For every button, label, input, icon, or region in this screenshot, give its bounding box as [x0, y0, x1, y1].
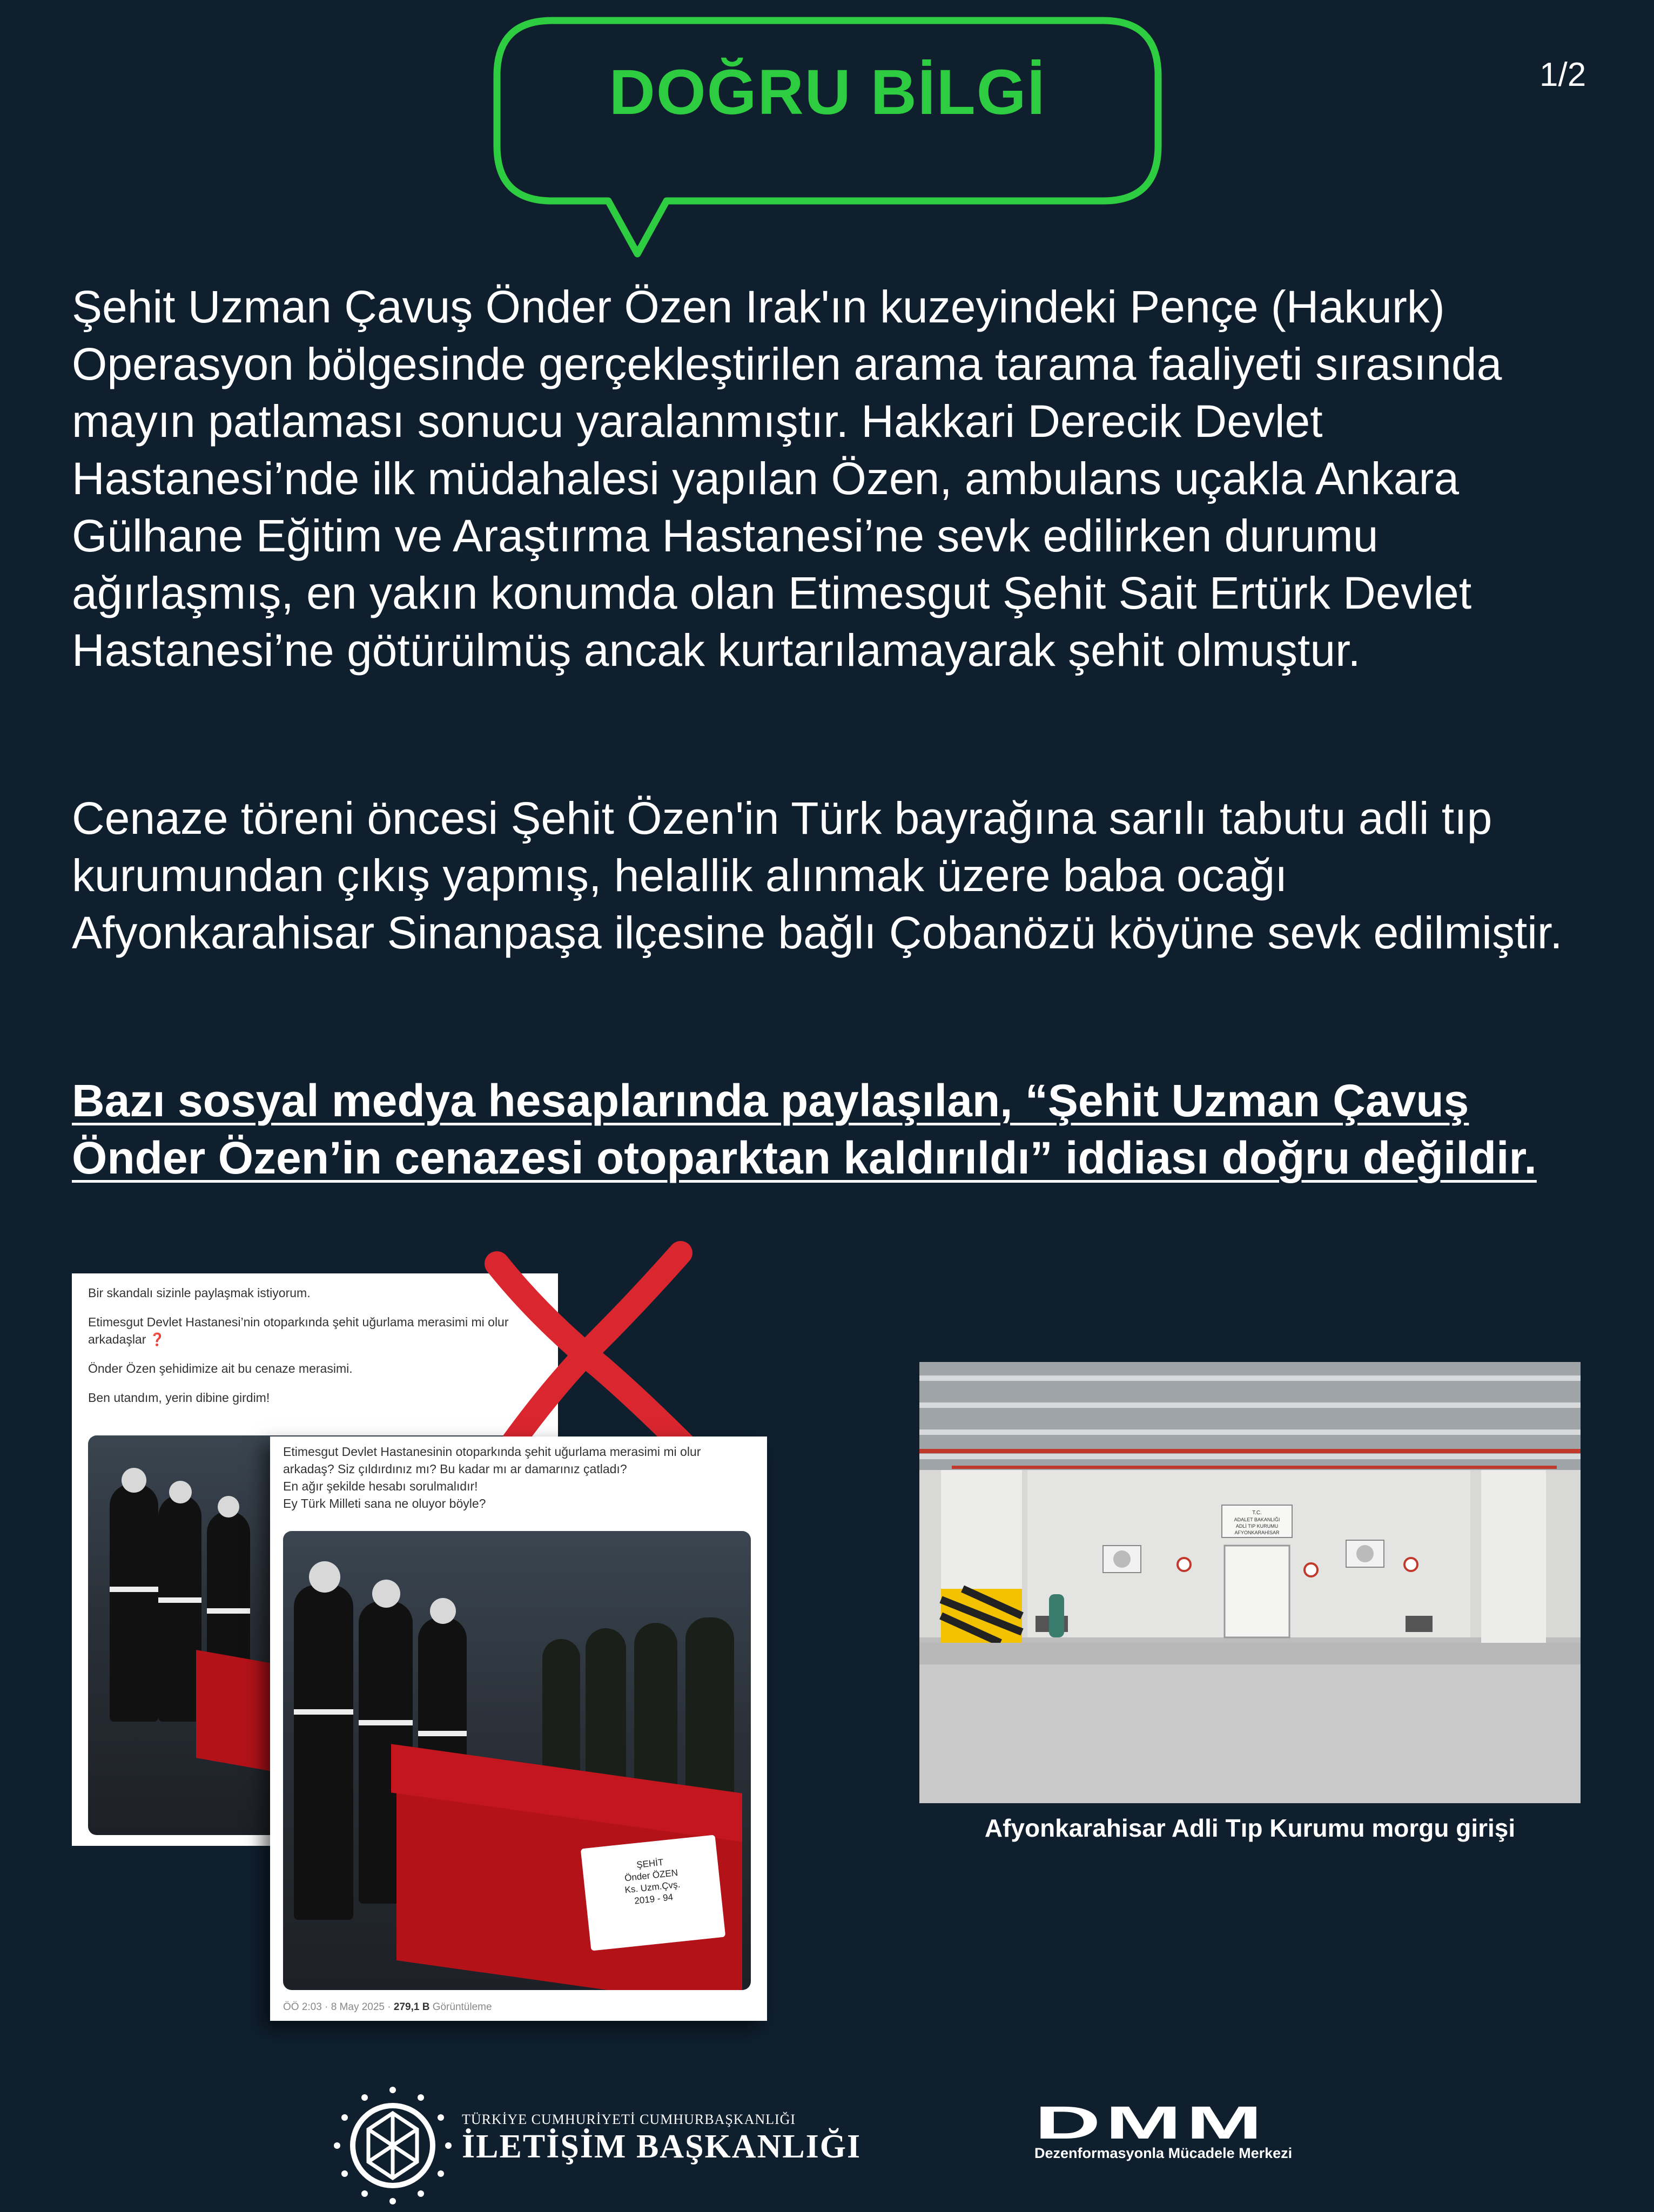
sign-line: ADLİ TIP KURUMU [1235, 1523, 1279, 1529]
page-number: 1/2 [1539, 56, 1586, 93]
iletisim-emblem-icon [331, 2083, 455, 2208]
post-view-count: 279,1 B [393, 2001, 430, 2013]
garage-scene [919, 1362, 1581, 1803]
org-title: TÜRKİYE CUMHURİYETİ CUMHURBAŞKANLIĞI [462, 2112, 796, 2127]
verdict-badge-title: DOĞRU BİLGİ [609, 57, 1046, 128]
post-line: Ey Türk Milleti sana ne oluyor böyle? [283, 1496, 486, 1510]
post-line: Bir skandalı sizinle paylaşmak istiyorum. [88, 1286, 311, 1300]
speech-bubble-frame [493, 16, 1162, 270]
post-line: Ben utandım, yerin dibine girdim! [88, 1391, 270, 1405]
post-view-label: Görüntüleme [429, 2001, 492, 2013]
post-meta [283, 2001, 492, 2013]
sign-line: ADALET BAKANLIĞI [1234, 1517, 1280, 1522]
post-line: Etimesgut Devlet Hastanesinin otoparkında şehit uğurlama merasimi mi olur arkadaş? Siz çıldırdınız mı? Bu kadar mı ar damarınız çatladı? [283, 1445, 701, 1476]
post-line: En ağır şekilde hesabı sorulmalıdır! [283, 1479, 478, 1493]
social-post-screenshot-front [270, 1437, 767, 2021]
morgue-entrance-photo [919, 1362, 1581, 1803]
post-line-text: Etimesgut Devlet Hastanesi’nin otoparkında şehit uğurlama merasimi mi olur arkadaşlar [88, 1315, 509, 1346]
coffin-tag-line: 2019 - 94 [634, 1892, 674, 1906]
coffin-tag-line: ŞEHİT [636, 1857, 664, 1870]
sign-line: AFYONKARAHİSAR [1234, 1530, 1280, 1535]
post-timestamp: ÖÖ 2:03 · 8 May 2025 · [283, 2001, 394, 2013]
dmm-name: Dezenformasyonla Mücadele Merkezi [1034, 2145, 1293, 2161]
coffin-tag-line: Ks. Uzm.Çvş. [624, 1879, 681, 1896]
post-line: Önder Özen şehidimize ait bu cenaze merasimi. [88, 1361, 353, 1375]
coffin-name-tag [581, 1835, 725, 1951]
dmm-logo [1034, 2105, 1272, 2143]
claim-statement: Bazı sosyal medya hesaplarında paylaşılan, “Şehit Uzman Çavuş Önder Özen’in cenazesi otoparktan kaldırıldı” iddiası doğru değildir. [72, 1075, 1537, 1183]
question-emoji-icon: ❓ [149, 1332, 165, 1346]
dmm-logo-text: DMM [1034, 2105, 1267, 2143]
post-photo-coffin [283, 1531, 751, 1990]
paragraph-incident: Şehit Uzman Çavuş Önder Özen Irak'ın kuzeyindeki Pençe (Hakurk) Operasyon bölgesinde gerçekleştirilen arama tarama faaliyeti sırasında mayın patlaması sonucu yaralanmıştır. Hakkari Derecik Devlet Hastanesi’nde ilk müdahalesi yapılan Özen, ambulans uçakla Ankara Gülhane Eğitim ve Araştırma Hastanesi’ne sevk edilirken durumu ağırlaşmış, en yakın konumda olan Etimesgut Şehit Sait Ertürk Devlet Hastanesi’ne götürülmüş ancak kurtarılamayarak şehit olmuştur. [72, 281, 1502, 676]
paragraph-funeral: Cenaze töreni öncesi Şehit Özen'in Türk bayrağına sarılı tabutu adli tıp kurumundan çıkış yapmış, helallik alınmak üzere baba ocağı Afyonkarahisar Sinanpaşa ilçesine bağlı Çobanözü köyüne sevk edilmiştir. [72, 793, 1563, 958]
sign-line: T.C. [1252, 1510, 1262, 1516]
photo-caption: Afyonkarahisar Adli Tıp Kurumu morgu girişi [984, 1814, 1516, 1842]
post-line [88, 1313, 542, 1348]
false-cross-mark-icon [475, 1231, 713, 1458]
coffin-tag-line: Önder ÖZEN [624, 1867, 678, 1884]
org-name: İLETİŞİM BAŞKANLIĞI [462, 2128, 862, 2165]
